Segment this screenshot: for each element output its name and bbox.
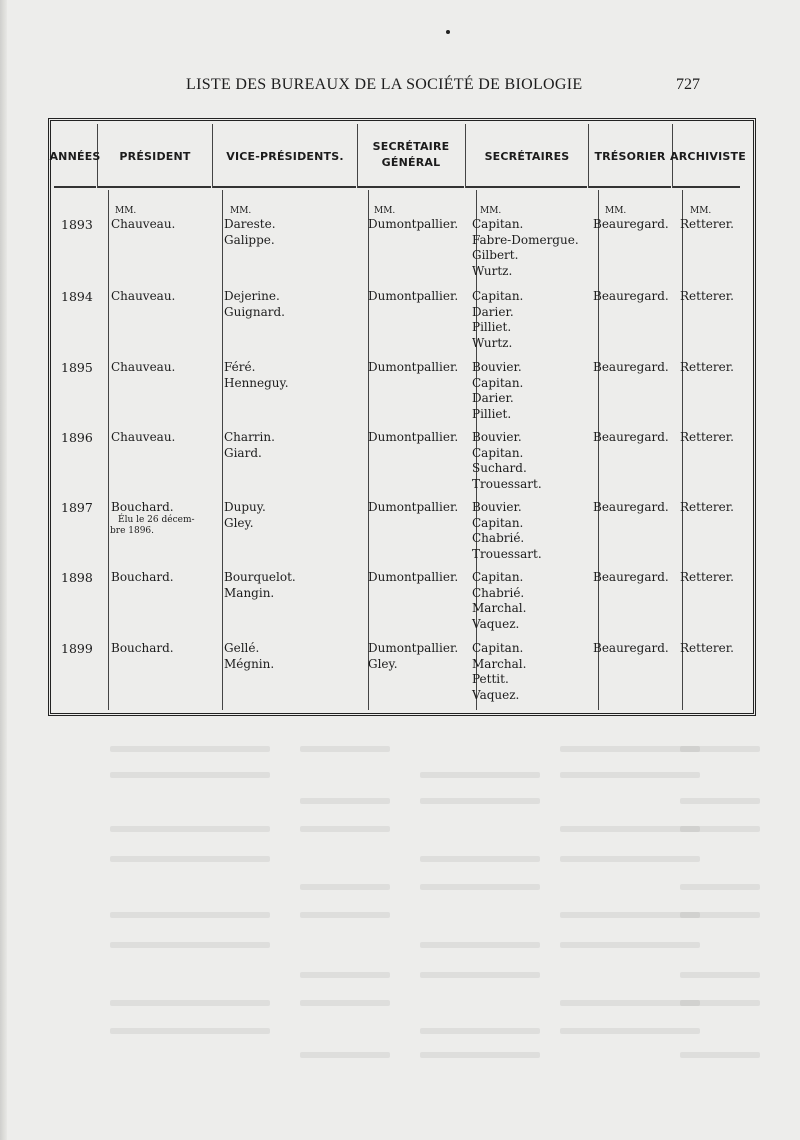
archiviste-1894: Retterer. — [680, 289, 734, 303]
archiviste-1893: Retterer. — [680, 217, 734, 231]
vice-president-1895-1: Féré. — [224, 360, 256, 374]
bleed-through-line — [300, 746, 390, 752]
vice-president-1893-2: Galippe. — [224, 232, 275, 247]
header-rule-3 — [213, 186, 356, 188]
year-1896: 1896 — [61, 430, 93, 445]
bleed-through-line — [300, 1000, 390, 1006]
bleed-through-line — [420, 972, 540, 978]
vice-president-1898-1: Bourquelot. — [224, 570, 296, 584]
vice-president-1893-1: Dareste. — [224, 217, 276, 231]
header-rule-7 — [673, 186, 740, 188]
bleed-through-line — [110, 746, 270, 752]
president-1895: Chauveau. — [111, 360, 176, 374]
bleed-through-line — [300, 798, 390, 804]
president-note-1897-1: Élu le 26 décem- — [118, 515, 195, 525]
column-rule-1 — [108, 190, 109, 710]
bleed-through-line — [680, 972, 760, 978]
bleed-through-line — [420, 884, 540, 890]
header-rule-5 — [466, 186, 587, 188]
mm-label-5: MM. — [605, 206, 627, 216]
secretaire-1899-4: Vaquez. — [472, 687, 520, 702]
bleed-through-line — [110, 826, 270, 832]
secretaire-1899-1: Capitan. — [472, 641, 524, 655]
vice-president-1897-1: Dupuy. — [224, 500, 266, 514]
header-title: LISTE DES BUREAUX DE LA SOCIÉTÉ DE BIOLOGIE — [186, 76, 583, 93]
secretaire-1896-1: Bouvier. — [472, 430, 522, 444]
secretaire-1898-3: Marchal. — [472, 601, 527, 615]
bleed-through-line — [420, 798, 540, 804]
col-head-president: PRÉSIDENT — [119, 150, 191, 163]
secretaire-1896-2: Capitan. — [472, 445, 524, 460]
secretaire-general-1894-1: Dumontpallier. — [368, 289, 459, 303]
bleed-through-line — [560, 746, 700, 752]
tresorier-1899: Beauregard. — [593, 641, 669, 655]
col-head-vice-presidents: VICE-PRÉSIDENTS. — [226, 150, 344, 163]
col-head-secretaire-general-2: GÉNÉRAL — [381, 156, 441, 169]
mm-label-3: MM. — [374, 206, 396, 216]
bleed-through-line — [560, 1000, 700, 1006]
tresorier-1897: Beauregard. — [593, 500, 669, 514]
year-1899: 1899 — [61, 641, 93, 656]
header-rule-4 — [358, 186, 464, 188]
header-rule-2 — [98, 186, 211, 188]
president-1896: Chauveau. — [111, 430, 176, 444]
bleed-through-line — [680, 1000, 760, 1006]
vice-president-1896-1: Charrin. — [224, 430, 275, 444]
bleed-through-line — [560, 772, 700, 778]
mm-label-4: MM. — [480, 206, 502, 216]
tresorier-1893: Beauregard. — [593, 217, 669, 231]
col-head-secretaires: SECRÉTAIRES — [484, 150, 570, 163]
president-1898: Bouchard. — [111, 570, 174, 584]
column-rule-3 — [368, 190, 369, 710]
ink-dot — [446, 30, 450, 34]
running-header — [0, 76, 800, 100]
column-rule-2 — [222, 190, 223, 710]
mm-label-1: MM. — [115, 206, 137, 216]
secretaire-1893-1: Capitan. — [472, 217, 524, 231]
archiviste-1896: Retterer. — [680, 430, 734, 444]
archiviste-1898: Retterer. — [680, 570, 734, 584]
secretaire-1898-2: Chabrié. — [472, 585, 525, 600]
bleed-through-line — [680, 884, 760, 890]
secretaire-general-1899-1: Dumontpallier. — [368, 641, 459, 655]
bleed-through-line — [420, 1052, 540, 1058]
archiviste-1895: Retterer. — [680, 360, 734, 374]
column-rule-6 — [682, 190, 683, 710]
bleed-through-line — [680, 1052, 760, 1058]
bleed-through-line — [300, 972, 390, 978]
secretaire-1896-4: Trouessart. — [472, 476, 542, 491]
secretaire-1897-2: Capitan. — [472, 515, 524, 530]
tresorier-1896: Beauregard. — [593, 430, 669, 444]
archiviste-1899: Retterer. — [680, 641, 734, 655]
president-1893: Chauveau. — [111, 217, 176, 231]
vice-president-1897-2: Gley. — [224, 515, 254, 530]
vice-president-1895-2: Henneguy. — [224, 375, 289, 390]
secretaire-1893-2: Fabre-Domergue. — [472, 232, 579, 247]
secretaire-1896-3: Suchard. — [472, 461, 527, 475]
bleed-through-line — [680, 912, 760, 918]
secretaire-1893-4: Wurtz. — [472, 263, 513, 278]
page-number: 727 — [676, 76, 700, 93]
bleed-through-line — [300, 826, 390, 832]
bleed-through-line — [560, 1028, 700, 1034]
bleed-through-line — [680, 746, 760, 752]
president-note-1897-2: bre 1896. — [110, 526, 155, 536]
secretaire-general-1898-1: Dumontpallier. — [368, 570, 459, 584]
secretaire-1894-4: Wurtz. — [472, 335, 513, 350]
year-1895: 1895 — [61, 360, 93, 375]
secretaire-1894-3: Pilliet. — [472, 320, 512, 334]
year-1898: 1898 — [61, 570, 93, 585]
secretaire-1897-1: Bouvier. — [472, 500, 522, 514]
bleed-through-line — [110, 772, 270, 778]
bleed-through-line — [300, 912, 390, 918]
secretaire-1899-3: Pettit. — [472, 672, 509, 686]
header-rule-6 — [589, 186, 671, 188]
bleed-through-line — [110, 1028, 270, 1034]
column-rule-5 — [598, 190, 599, 710]
secretaire-1893-3: Gilbert. — [472, 248, 519, 262]
secretaire-1897-3: Chabrié. — [472, 531, 525, 545]
secretaire-1898-4: Vaquez. — [472, 616, 520, 631]
bleed-through-line — [560, 912, 700, 918]
archiviste-1897: Retterer. — [680, 500, 734, 514]
year-1897: 1897 — [61, 500, 93, 515]
bleed-through-line — [560, 826, 700, 832]
vice-president-1896-2: Giard. — [224, 445, 262, 460]
secretaire-1897-4: Trouessart. — [472, 546, 542, 561]
vice-president-1898-2: Mangin. — [224, 585, 275, 600]
secretaire-1894-2: Darier. — [472, 304, 514, 319]
secretaire-1894-1: Capitan. — [472, 289, 524, 303]
secretaire-general-1893-1: Dumontpallier. — [368, 217, 459, 231]
header-rule-1 — [54, 186, 96, 188]
secretaire-general-1897-1: Dumontpallier. — [368, 500, 459, 514]
mm-label-2: MM. — [230, 206, 252, 216]
col-head-annees: ANNÉES — [49, 150, 101, 163]
bleed-through-line — [110, 942, 270, 948]
bureaux-table — [48, 118, 756, 716]
vice-president-1894-1: Dejerine. — [224, 289, 280, 303]
col-head-archiviste: ARCHIVISTE — [670, 150, 746, 163]
vice-president-1894-2: Guignard. — [224, 304, 285, 319]
tresorier-1898: Beauregard. — [593, 570, 669, 584]
mm-label-6: MM. — [690, 206, 712, 216]
secretaire-1899-2: Marchal. — [472, 656, 527, 671]
bleed-through-line — [420, 772, 540, 778]
bleed-through-line — [420, 942, 540, 948]
bleed-through-line — [680, 826, 760, 832]
secretaire-general-1896-1: Dumontpallier. — [368, 430, 459, 444]
secretaire-1895-1: Bouvier. — [472, 360, 522, 374]
bleed-through-line — [110, 912, 270, 918]
secretaire-1895-3: Darier. — [472, 391, 514, 405]
year-1893: 1893 — [61, 217, 93, 232]
bleed-through-line — [560, 856, 700, 862]
president-1899: Bouchard. — [111, 641, 174, 655]
year-1894: 1894 — [61, 289, 93, 304]
bleed-through-line — [300, 1052, 390, 1058]
bleed-through-line — [420, 1028, 540, 1034]
vice-president-1899-1: Gellé. — [224, 641, 260, 655]
secretaire-general-1899-2: Gley. — [368, 656, 398, 671]
page-binding-edge — [0, 0, 7, 1140]
secretaire-general-1895-1: Dumontpallier. — [368, 360, 459, 374]
tresorier-1895: Beauregard. — [593, 360, 669, 374]
col-head-secretaire-general-1: SECRÉTAIRE — [372, 140, 450, 153]
bleed-through-line — [560, 942, 700, 948]
bleed-through-line — [110, 856, 270, 862]
tresorier-1894: Beauregard. — [593, 289, 669, 303]
col-head-tresorier: TRÉSORIER — [594, 150, 666, 163]
president-1894: Chauveau. — [111, 289, 176, 303]
bleed-through-line — [420, 856, 540, 862]
bleed-through-line — [110, 1000, 270, 1006]
president-1897: Bouchard. — [111, 500, 174, 514]
secretaire-1895-2: Capitan. — [472, 375, 524, 390]
bleed-through-line — [300, 884, 390, 890]
secretaire-1898-1: Capitan. — [472, 570, 524, 584]
bleed-through-line — [680, 798, 760, 804]
vice-president-1899-2: Mégnin. — [224, 656, 275, 671]
secretaire-1895-4: Pilliet. — [472, 406, 512, 421]
